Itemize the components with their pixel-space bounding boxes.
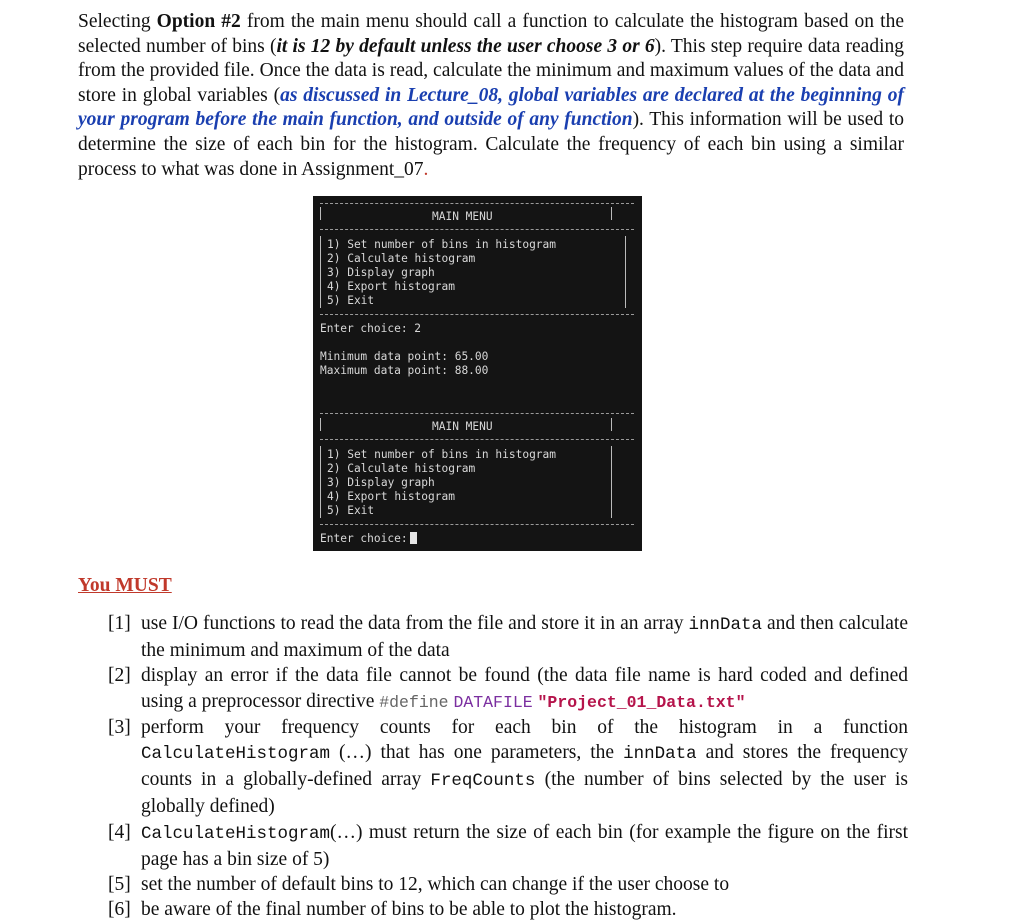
must-heading: You MUST — [78, 575, 172, 596]
requirement-number: [6] — [108, 899, 131, 921]
code-inndata: innData — [623, 744, 697, 765]
requirement-number: [2] — [108, 665, 131, 687]
menu-item: 2) Calculate histogram — [327, 462, 476, 475]
code-freqcounts: FreqCounts — [430, 771, 536, 792]
intro-text-1: Selecting — [78, 11, 157, 32]
requirement-1 — [108, 611, 908, 663]
requirement-text: (…) must return the size of each bin (for example the figure on the first page has a bin size of 5) — [141, 821, 908, 870]
menu-border-top — [320, 413, 634, 414]
menu-item: 2) Calculate histogram — [327, 252, 476, 265]
intro-text-2: from the main menu should call a function to calculate the histogram based on the selected number of bins ( — [78, 11, 904, 57]
menu-title: MAIN MENU — [432, 420, 493, 433]
menu-border-right — [625, 236, 626, 308]
code-calculatehistogram: CalculateHistogram — [141, 823, 331, 844]
minimum-data-point: Minimum data point: 65.00 — [320, 350, 489, 363]
menu-item: 5) Exit — [327, 294, 375, 307]
text-cursor — [410, 532, 417, 544]
menu-border-bottom — [320, 524, 634, 525]
code-calculatehistogram: CalculateHistogram — [141, 744, 331, 765]
prompt-choice — [320, 532, 417, 546]
menu-title: MAIN MENU — [432, 210, 493, 223]
menu-border-left — [320, 207, 321, 220]
requirement-4 — [108, 820, 908, 872]
intro-text-4: ). This information will be used to determine the size of each bin for the histogram. Calculate the frequency of each bin using a similar process to what was done in Assignment_07 — [78, 109, 904, 180]
menu-item: 1) Set number of bins in histogram — [327, 238, 557, 251]
menu-item: 4) Export histogram — [327, 280, 455, 293]
intro-text-3: ). This step require data reading from the provided file. Once the data is read, calculate the minimum and maximum values of the data and store in global variables ( — [78, 35, 905, 106]
lecture-note: as discussed in Lecture_08, global variables are declared at the beginning of your program before the main function, and outside of any function — [78, 84, 904, 131]
requirement-number: [4] — [108, 821, 131, 843]
requirement-text: and then calculate the minimum and maximum of the data — [141, 613, 908, 662]
requirements-list — [108, 611, 908, 922]
requirement-text: perform your frequency counts for each bin of the histogram in a function — [141, 716, 908, 738]
menu-item: 1) Set number of bins in histogram — [327, 448, 557, 461]
requirement-text: and stores the frequency counts in a globally-defined array — [141, 742, 908, 791]
requirement-text: (the number of bins selected by the user is globally defined) — [141, 769, 909, 818]
menu-border-right — [611, 418, 612, 431]
intro-period: . — [423, 158, 429, 180]
code-inndata: innData — [688, 615, 763, 635]
requirement-text: be aware of the final number of bins to be able to plot the histogram. — [141, 899, 677, 921]
prompt-choice-2: Enter choice: 2 — [320, 322, 422, 335]
maximum-data-point: Maximum data point: 88.00 — [320, 364, 489, 377]
menu-border-bottom — [320, 314, 634, 315]
menu-divider — [320, 229, 634, 230]
requirement-number: [5] — [108, 874, 131, 896]
menu-item: 3) Display graph — [327, 476, 435, 489]
code-filename: "Project_01_Data.txt" — [537, 692, 746, 712]
requirement-number: [1] — [108, 613, 131, 634]
menu-border-left — [320, 236, 321, 308]
terminal-screenshot — [313, 196, 642, 551]
menu-item: 3) Display graph — [327, 266, 435, 279]
intro-paragraph — [78, 10, 904, 182]
menu-item: 5) Exit — [327, 504, 375, 517]
menu-border-top — [320, 203, 634, 204]
prompt-text: Enter choice: — [320, 532, 408, 545]
menu-border-right — [611, 207, 612, 220]
requirement-2 — [108, 663, 908, 714]
requirement-text: set the number of default bins to 12, which can change if the user choose to — [141, 874, 730, 896]
code-datafile: DATAFILE — [453, 692, 533, 712]
requirement-5 — [108, 872, 908, 897]
default-bins-note: it is 12 by default unless the user choose 3 or 6 — [276, 35, 655, 57]
menu-border-right — [611, 446, 612, 518]
menu-item: 4) Export histogram — [327, 490, 455, 503]
menu-border-left — [320, 446, 321, 518]
requirement-number: [3] — [108, 716, 131, 738]
requirement-3 — [108, 715, 908, 820]
requirement-6 — [108, 897, 908, 922]
code-define: #define — [379, 692, 449, 712]
requirement-text: use I/O functions to read the data from the file and store it in an array — [141, 613, 689, 634]
requirement-text: display an error if the data file cannot be found (the data file name is hard coded and defined using a preprocessor directive — [141, 665, 908, 712]
requirement-text: (…) that has one parameters, the — [330, 742, 624, 764]
menu-divider — [320, 439, 634, 440]
menu-border-left — [320, 418, 321, 431]
option-label: Option #2 — [156, 11, 241, 32]
